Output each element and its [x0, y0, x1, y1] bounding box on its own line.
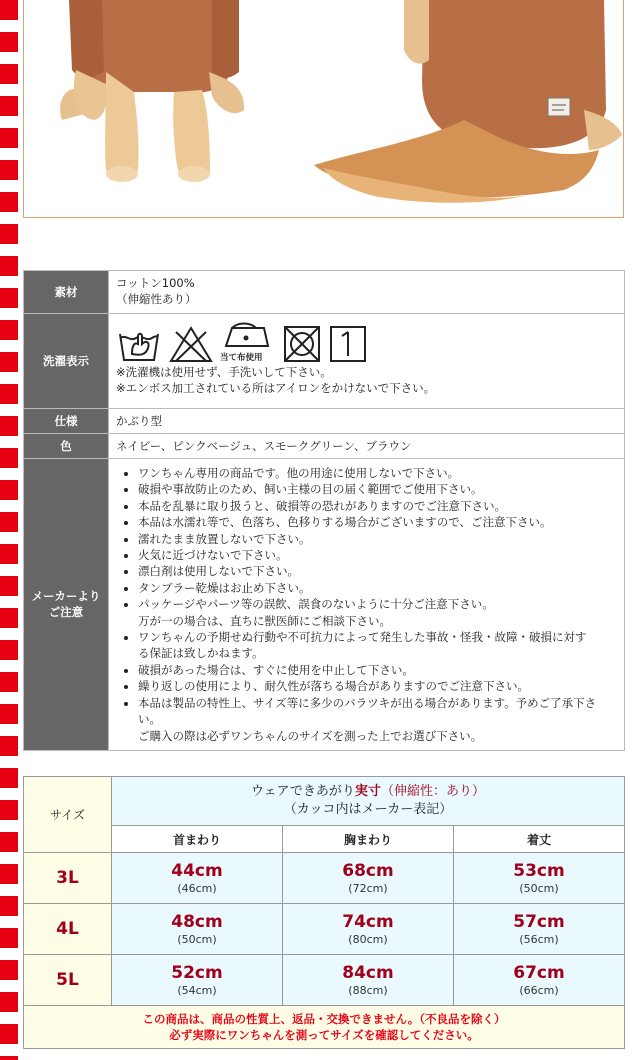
spec-label-caution [24, 459, 109, 751]
material-line: コットン100% [116, 276, 195, 290]
spec-label-washing: 洗濯表示 [24, 314, 109, 409]
caution-item-text: パッケージやパーツ等の誤飲、誤食のないように十分ご注意下さい。 [138, 597, 494, 612]
size-title-prefix: ウェアできあがり [251, 784, 355, 799]
size-cell [112, 853, 283, 904]
hand-wash-icon [116, 324, 162, 364]
column-header-chest: 胸まわり [282, 826, 453, 853]
no-tumble-dry-icon [282, 324, 322, 364]
iron-caption: 当て布使用 [220, 353, 263, 363]
spec-row-style [24, 409, 625, 434]
size-label: 5L [24, 955, 112, 1006]
actual-measure: 52cm [171, 962, 223, 983]
caution-item [138, 498, 617, 514]
actual-measure: 53cm [513, 860, 565, 881]
caution-item [138, 678, 617, 694]
size-cell [282, 904, 453, 955]
spec-label-color: 色 [24, 434, 109, 459]
actual-measure: 57cm [513, 911, 565, 932]
maker-measure: (88cm) [348, 983, 388, 997]
size-note-line: この商品は、商品の性質上、返品・交換できません。（不良品を除く） [142, 1012, 506, 1026]
caution-list [116, 465, 617, 744]
size-chart-title [112, 777, 625, 826]
maker-measure: (50cm) [519, 881, 559, 895]
size-row [24, 853, 625, 904]
maker-measure: (80cm) [348, 932, 388, 946]
maker-measure: (46cm) [177, 881, 217, 895]
maker-measure: (72cm) [348, 881, 388, 895]
line-dry-icon [328, 324, 368, 364]
spec-value-color: ネイビー、ピンクベージュ、スモークグリーン、ブラウン [109, 434, 625, 459]
caution-item-text: 繰り返しの使用により、耐久性が落ちる場合がありますのでご注意下さい。 [138, 679, 529, 694]
caution-item-text: ワンちゃん専用の商品です。他の用途に使用しないで下さい。 [138, 466, 460, 480]
caution-item [138, 563, 617, 579]
care-icons [116, 320, 617, 364]
washing-note: ※エンボス加工されている所はアイロンをかけないで下さい。 [116, 381, 436, 395]
maker-measure: (66cm) [519, 983, 559, 997]
caution-item [138, 465, 617, 481]
caution-item [138, 695, 617, 744]
caution-item-text: 本品を乱暴に取り扱うと、破損等の恐れがありますのでご注意下さい。 [138, 498, 506, 513]
caution-item [138, 481, 617, 497]
spec-row-material [24, 271, 625, 314]
spec-value-material [109, 271, 625, 314]
actual-measure: 68cm [342, 860, 394, 881]
caution-item-text: 火気に近づけないで下さい。 [138, 548, 288, 563]
caution-item [138, 547, 617, 563]
size-cell [453, 853, 624, 904]
maker-measure: (54cm) [177, 983, 217, 997]
dog-wear-photo [24, 0, 624, 218]
actual-measure: 44cm [171, 860, 223, 881]
caution-item [138, 514, 617, 530]
size-chart-table [23, 776, 625, 1049]
size-label: 3L [24, 853, 112, 904]
column-header-neck: 首まわり [112, 826, 283, 853]
size-header: サイズ [24, 777, 112, 853]
size-cell [282, 955, 453, 1006]
caution-item-text: 破損があった場合は、すぐに使用を中止して下さい。 [138, 662, 414, 677]
iron-with-cloth-icon [220, 320, 276, 364]
spec-value-caution [109, 459, 625, 751]
caution-item-text: 濡れたまま放置しないで下さい。 [138, 531, 311, 546]
caution-label-line: メーカーより [31, 589, 101, 604]
size-note-line: 必ず実際にワンちゃんを測ってサイズを確認してください。 [169, 1028, 479, 1042]
spec-row-color [24, 434, 625, 459]
size-chart-note [24, 1006, 625, 1049]
material-line: （伸縮性あり） [116, 292, 197, 306]
spec-value-washing [109, 314, 625, 409]
caution-item [138, 629, 617, 662]
caution-item-text: 本品は製品の特性上、サイズ等に多少のバラツキが出る場合があります。予めご了承下さい。 [138, 695, 597, 727]
caution-item [138, 531, 617, 547]
size-chart-subtitle: （カッコ内はメーカー表記） [283, 802, 453, 817]
size-row [24, 955, 625, 1006]
actual-measure: 67cm [513, 962, 565, 983]
maker-measure: (50cm) [177, 932, 217, 946]
caution-label-line: ご注意 [48, 605, 84, 620]
size-cell [282, 853, 453, 904]
size-title-paren: （伸縮性：あり） [380, 784, 485, 799]
caution-item-text: ワンちゃんの予期せぬ行動や不可抗力によって発生した事故・怪我・故障・破損に対す [138, 630, 587, 645]
actual-measure: 74cm [342, 911, 394, 932]
size-cell [112, 904, 283, 955]
caution-item [138, 580, 617, 596]
column-header-length: 着丈 [453, 826, 624, 853]
washing-note: ※洗濯機は使用せず、手洗いして下さい。 [116, 365, 332, 379]
spec-row-caution [24, 459, 625, 751]
caution-item-text: 漂白剤は使用しないで下さい。 [138, 564, 299, 579]
caution-item-text: 破損や事故防止のため、飼い主様の目の届く範囲でご使用下さい。 [138, 482, 483, 497]
spec-value-style: かぶり型 [109, 409, 625, 434]
actual-measure: 48cm [171, 911, 223, 932]
caution-item-text: る保証は致しかねます。 [138, 646, 264, 661]
caution-item-text: 本品は水濡れ等で、色落ち、色移りする場合がございますので、ご注意下さい。 [138, 515, 552, 530]
decorative-red-dash-border [0, 0, 18, 1060]
size-title-accent: 実寸 [354, 784, 381, 799]
size-cell [112, 955, 283, 1006]
caution-item-text: タンブラー乾燥はお止め下さい。 [138, 580, 311, 595]
caution-item-text: ご購入の際は必ずワンちゃんのサイズを測った上でお選び下さい。 [138, 728, 483, 743]
size-cell [453, 904, 624, 955]
spec-label-material: 素材 [24, 271, 109, 314]
caution-item [138, 662, 617, 678]
actual-measure: 84cm [342, 962, 394, 983]
size-cell [453, 955, 624, 1006]
spec-row-washing [24, 314, 625, 409]
product-spec-table [23, 270, 625, 751]
no-bleach-icon [168, 324, 214, 364]
caution-item-text: 万が一の場合は、直ちに獣医師にご相談下さい。 [138, 613, 391, 628]
caution-item [138, 596, 617, 629]
size-label: 4L [24, 904, 112, 955]
maker-measure: (56cm) [519, 932, 559, 946]
spec-label-style: 仕様 [24, 409, 109, 434]
size-row [24, 904, 625, 955]
product-photo-frame [23, 0, 624, 218]
